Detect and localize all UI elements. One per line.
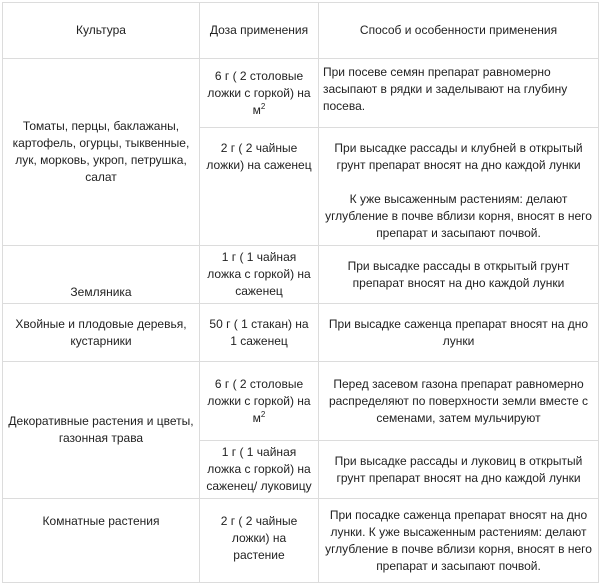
method-cell	[319, 128, 599, 246]
method-cell: При высадке рассады и луковиц в открытый грунт препарат вносят на дно каждой лунки	[319, 441, 599, 499]
table-row	[3, 246, 599, 304]
culture-cell: Комнатные растения	[3, 499, 200, 583]
dose-cell: 1 г ( 1 чайная ложка с горкой) на саженец/ луковицу	[200, 441, 319, 499]
method-cell: При посадке саженца препарат вносят на дно лунки. К уже высаженным растениям: делают углубление в почве вблизи корня, вносят в него препарат и засыпают почвой.	[319, 499, 599, 583]
method-paragraph: При высадке рассады и клубней в открытый грунт препарат вносят на дно каждой лунки	[334, 141, 583, 172]
culture-cell: Земляника	[3, 246, 200, 304]
culture-cell: Хвойные и плодовые деревья, кустарники	[3, 304, 200, 362]
dose-superscript: 2	[260, 101, 266, 111]
dose-cell	[200, 362, 319, 441]
paragraph-gap	[324, 174, 593, 191]
dose-cell: 1 г ( 1 чайная ложка с горкой) на саженец	[200, 246, 319, 304]
method-cell: При высадке рассады в открытый грунт препарат вносят на дно каждой лунки	[319, 246, 599, 304]
dose-text: 6 г ( 2 столовые ложки с горкой) на м	[207, 376, 311, 425]
header-culture: Культура	[3, 3, 200, 59]
method-cell: Перед засевом газона препарат равномерно распределяют по поверхности земли вместе с семенами, затем мульчируют	[319, 362, 599, 441]
dose-cell	[200, 59, 319, 128]
application-table	[2, 2, 599, 583]
table-row	[3, 59, 599, 128]
header-dose: Доза применения	[200, 3, 319, 59]
culture-cell: Томаты, перцы, баклажаны, картофель, огурцы, тыквенные, лук, морковь, укроп, петрушка, салат	[3, 59, 200, 246]
dose-text: 2 г ( 2 чайные ложки) на саженец	[206, 141, 312, 172]
dose-cell: 2 г ( 2 чайные ложки) на растение	[200, 499, 319, 583]
table-row	[3, 499, 599, 583]
culture-cell: Декоративные растения и цветы, газонная трава	[3, 362, 200, 499]
method-cell: При посеве семян препарат равномерно засыпают в рядки и заделывают на глубину посева.	[319, 59, 599, 128]
table-row	[3, 304, 599, 362]
dose-cell	[200, 128, 319, 246]
table-row	[3, 362, 599, 441]
dose-superscript: 2	[260, 409, 266, 419]
method-paragraph: К уже высаженным растениям: делают углубление в почве вблизи корня, вносят в него препарат и засыпают почвой.	[325, 192, 592, 240]
dose-cell: 50 г ( 1 стакан) на 1 саженец	[200, 304, 319, 362]
table-header-row	[3, 3, 599, 59]
method-cell: При высадке саженца препарат вносят на дно лунки	[319, 304, 599, 362]
header-method: Способ и особенности применения	[319, 3, 599, 59]
dose-text: 6 г ( 2 столовые ложки с горкой) на м	[207, 68, 311, 117]
